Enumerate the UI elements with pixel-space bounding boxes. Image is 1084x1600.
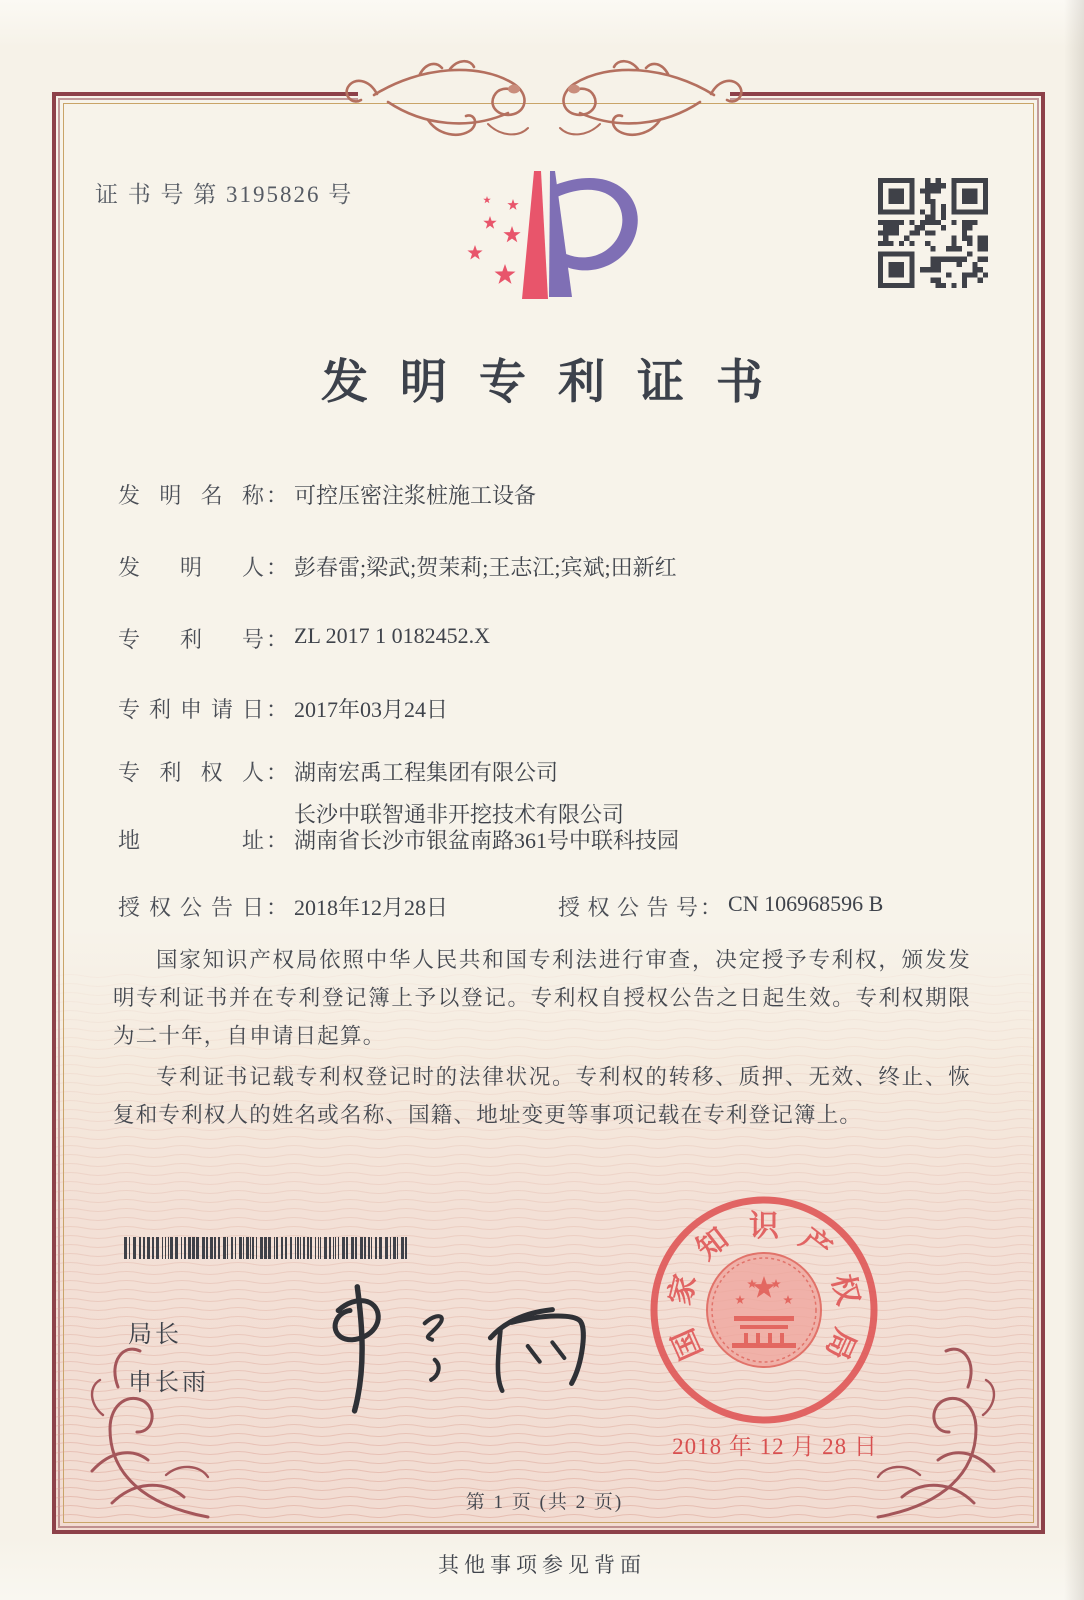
svg-text:权: 权 xyxy=(825,1271,865,1309)
field-value: 2017年03月24日 xyxy=(294,697,449,722)
field-grant-date: 授权公告日： 2018年12月28日 xyxy=(118,891,448,922)
certificate-number: 证 书 号 第 3195826 号 xyxy=(95,182,354,207)
svg-text:国: 国 xyxy=(666,1323,709,1365)
officer-title: 局长 xyxy=(128,1322,182,1348)
field-value: 2018年12月28日 xyxy=(294,895,449,920)
svg-text:识: 识 xyxy=(749,1210,779,1243)
legal-paragraph-2: 专利证书记载专利权登记时的法律状况。专利权的转移、质押、无效、终止、恢复和专利权人的姓名或名称、国籍、地址变更等事项记载在专利登记簿上。 xyxy=(113,1065,971,1127)
field-grant-number: 授权公告号： CN 106968596 B xyxy=(558,891,884,920)
barcode xyxy=(124,1237,412,1259)
field-value: CN 106968596 B xyxy=(728,891,884,916)
field-address: 地址： 湖南省长沙市银盆南路361号中联科技园 xyxy=(118,824,679,855)
field-label: 发明名称 xyxy=(118,483,264,508)
field-filing-date: 专利申请日： 2017年03月24日 xyxy=(118,693,448,724)
svg-text:局: 局 xyxy=(819,1323,862,1365)
field-invention-name: 发明名称： 可控压密注浆桩施工设备 xyxy=(118,479,536,510)
top-dragon-ornament xyxy=(328,50,760,146)
svg-text:产: 产 xyxy=(793,1221,838,1267)
field-inventors: 发明人： 彭春雷;梁武;贺茉莉;王志江;宾斌;田新红 xyxy=(118,551,677,582)
field-label: 授权公告号 xyxy=(558,895,698,920)
field-label: 地址 xyxy=(118,828,264,853)
seal-date: 2018 年 12 月 28 日 xyxy=(672,1434,878,1459)
certificate-title: 发明专利证书 xyxy=(321,357,795,409)
seal-emblem xyxy=(707,1253,821,1367)
field-label: 专利权人 xyxy=(118,760,264,785)
back-note: 其他事项参见背面 xyxy=(438,1553,646,1577)
official-seal xyxy=(642,1188,887,1433)
field-value: 湖南宏禹工程集团有限公司 长沙中联智通非开挖技术有限公司 xyxy=(294,760,625,827)
field-value: ZL 2017 1 0182452.X xyxy=(294,623,490,648)
field-label: 专利申请日 xyxy=(118,697,264,722)
field-value: 可控压密注浆桩施工设备 xyxy=(294,483,537,508)
field-label: 专利号 xyxy=(118,627,264,652)
field-label: 发明人 xyxy=(118,555,264,580)
field-value: 彭春雷;梁武;贺茉莉;王志江;宾斌;田新红 xyxy=(294,555,677,580)
field-patentee: 专利权人： 湖南宏禹工程集团有限公司 长沙中联智通非开挖技术有限公司 xyxy=(118,756,624,829)
field-label: 授权公告日 xyxy=(118,895,264,920)
signature xyxy=(288,1272,598,1422)
legal-paragraph-1: 国家知识产权局依照中华人民共和国专利法进行审查，决定授予专利权，颁发发明专利证书并在专利登记簿上予以登记。专利权自授权公告之日起生效。专利权期限为二十年，自申请日起算。 xyxy=(113,948,971,1048)
svg-text:家: 家 xyxy=(663,1271,703,1309)
field-patent-number: 专利号： ZL 2017 1 0182452.X xyxy=(118,623,490,652)
page-number: 第 1 页 (共 2 页) xyxy=(465,1492,624,1513)
officer-name: 申长雨 xyxy=(128,1370,209,1396)
svg-text:知: 知 xyxy=(690,1221,735,1267)
qr-code xyxy=(878,178,988,288)
cnipa-logo xyxy=(448,163,660,313)
field-value: 湖南省长沙市银盆南路361号中联科技园 xyxy=(294,828,680,853)
